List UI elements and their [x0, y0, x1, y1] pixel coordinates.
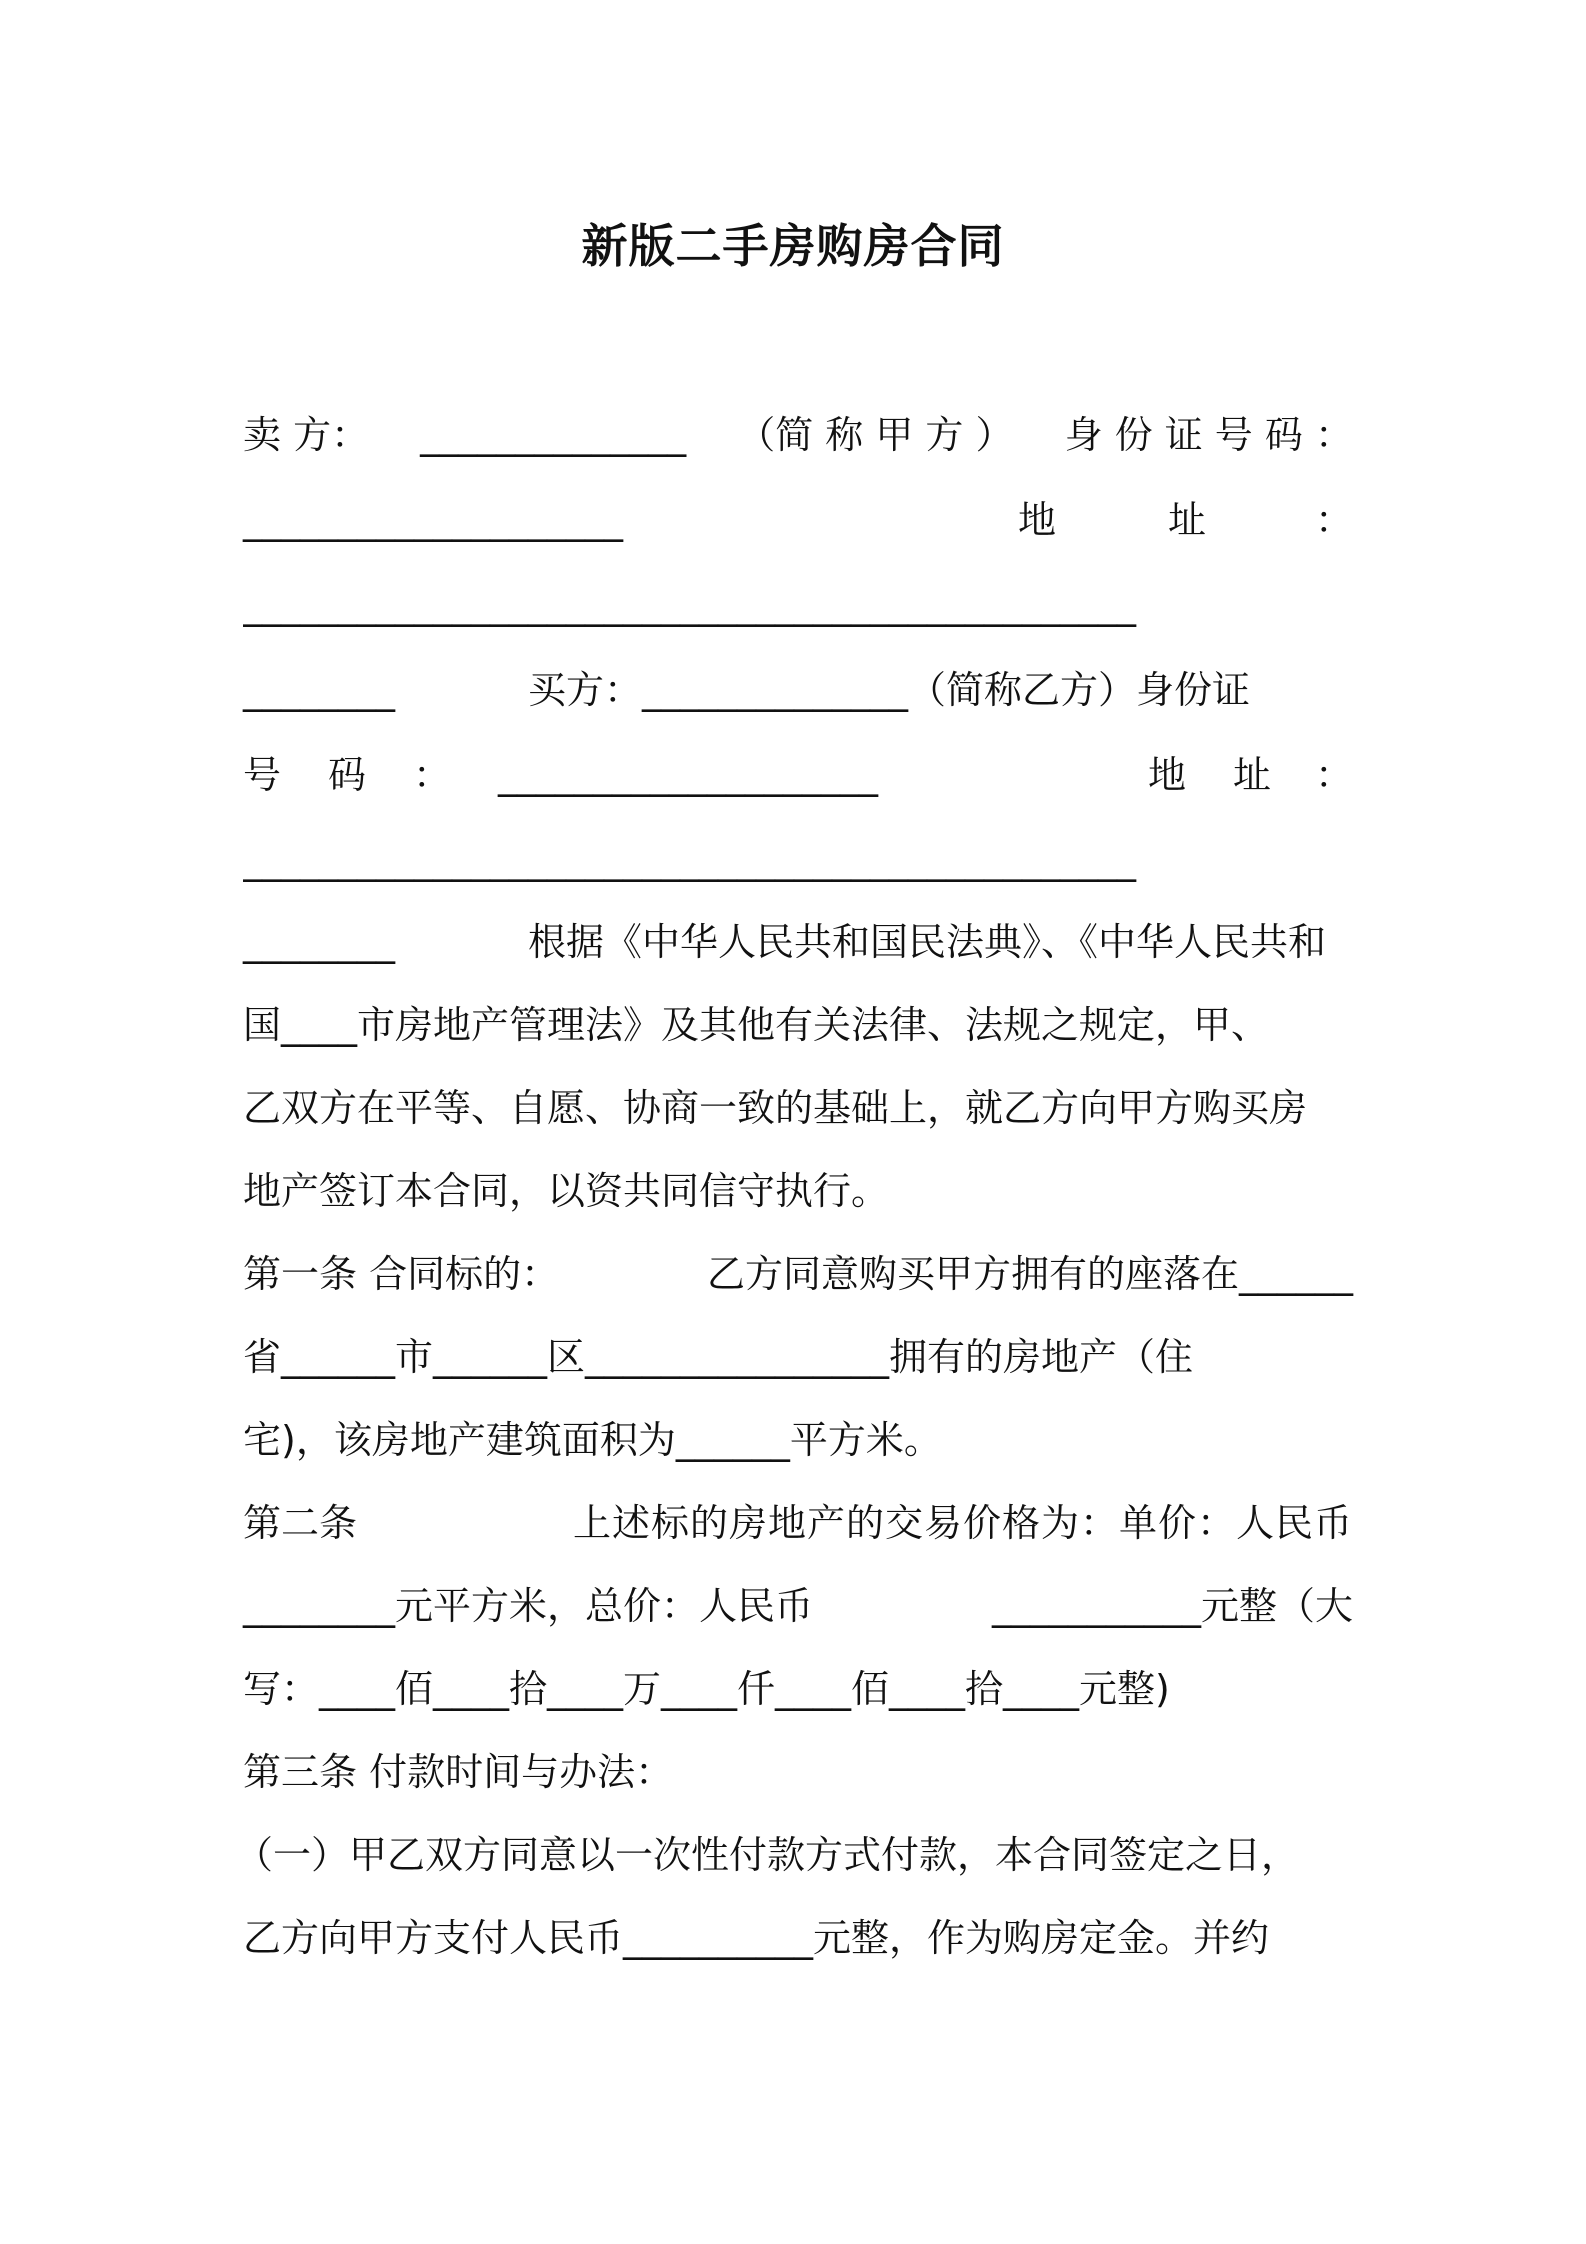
article-3-text-2: 乙方向甲方支付人民币__________元整，作为购房定金。并约: [243, 1916, 1270, 1960]
buyer-line: [243, 660, 1353, 720]
buyer-address-label-1: 地: [1148, 753, 1187, 797]
article-3-text-1: （一）甲乙双方同意以一次性付款方式付款，本合同签定之日，: [235, 1833, 1300, 1877]
seller-address-colon: ：: [1314, 498, 1353, 542]
seller-line: [243, 405, 1353, 465]
seller-abbrev: （简 称 甲 方 ）: [737, 413, 1014, 457]
article-2-heading: 第二条: [243, 1501, 358, 1545]
basis-line-4: [243, 1161, 1353, 1221]
buyer-id-label-2: 码: [328, 753, 367, 797]
seller-name-blank: ______________: [420, 413, 687, 457]
article-3-line-3: [243, 1908, 1353, 1968]
page-title: 新版二手房购房合同: [581, 219, 1005, 273]
buyer-id-label-1: 号: [243, 753, 282, 797]
article-2-line-3: [243, 1659, 1353, 1719]
seller-id-line: [243, 490, 1353, 550]
seller-address-blank-end: ________: [243, 668, 395, 712]
seller-id-label: 身 份 证 号 码 ：: [1064, 413, 1353, 457]
article-2-line-1: [243, 1493, 1353, 1553]
article-1-text-3: 宅)，该房地产建筑面积为______平方米。: [243, 1418, 942, 1462]
buyer-id-line: [243, 745, 1353, 805]
article-1-text-2: 省______市______区________________拥有的房地产（住: [243, 1335, 1194, 1379]
article-2-text-3: 写：____佰____拾____万____仟____佰____拾____元整): [243, 1667, 1170, 1711]
basis-line-1: [243, 912, 1353, 972]
seller-address-label-2: 址: [1168, 498, 1207, 542]
seller-address-blank: _______________________________________________: [243, 583, 1136, 627]
seller-label: 卖 方：: [243, 413, 370, 457]
article-2-text-2b: ___________元整（大: [991, 1584, 1353, 1628]
buyer-address-blank-line: [243, 830, 1353, 890]
article-2-line-2: [243, 1576, 1353, 1636]
article-1-line-1: [243, 1244, 1353, 1304]
basis-line-2: [243, 995, 1353, 1055]
buyer-address-colon: ：: [1314, 753, 1353, 797]
article-1-line-2: [243, 1327, 1353, 1387]
article-2-text-1: 上述标的房地产的交易价格为：单价：人民币: [572, 1501, 1353, 1545]
buyer-address-blank-end: ________: [243, 920, 395, 964]
article-2-text-2a: ________元平方米，总价：人民币: [243, 1584, 814, 1628]
article-1-line-3: [243, 1410, 1353, 1470]
seller-address-blank-line: [243, 575, 1353, 635]
basis-text-3: 乙双方在平等、自愿、协商一致的基础上，就乙方向甲方购买房: [243, 1086, 1308, 1130]
basis-text-4: 地产签订本合同，以资共同信守执行。: [243, 1169, 890, 1213]
buyer-id-blank: ____________________: [498, 753, 878, 797]
article-1-text-1: 乙方同意购买甲方拥有的座落在______: [706, 1252, 1353, 1296]
seller-id-blank: ____________________: [243, 498, 623, 542]
article-3-heading: 第三条 付款时间与办法：: [243, 1750, 674, 1794]
buyer-address-blank: _______________________________________________: [243, 838, 1136, 882]
article-1-heading: 第一条 合同标的：: [243, 1252, 560, 1296]
buyer-address-label-2: 址: [1233, 753, 1272, 797]
article-3-line-1: [243, 1742, 1353, 1802]
basis-text-1: 根据《中华人民共和国民法典》、《中华人民共和: [528, 920, 1327, 964]
basis-line-3: [243, 1078, 1353, 1138]
article-3-line-2: [235, 1825, 1345, 1885]
buyer-id-colon: ：: [413, 753, 452, 797]
buyer-text: 买方：______________（简称乙方）身份证: [528, 668, 1251, 712]
seller-address-label-1: 地: [1018, 498, 1057, 542]
basis-text-2: 国____市房地产管理法》及其他有关法律、法规之规定，甲、: [243, 1003, 1270, 1047]
